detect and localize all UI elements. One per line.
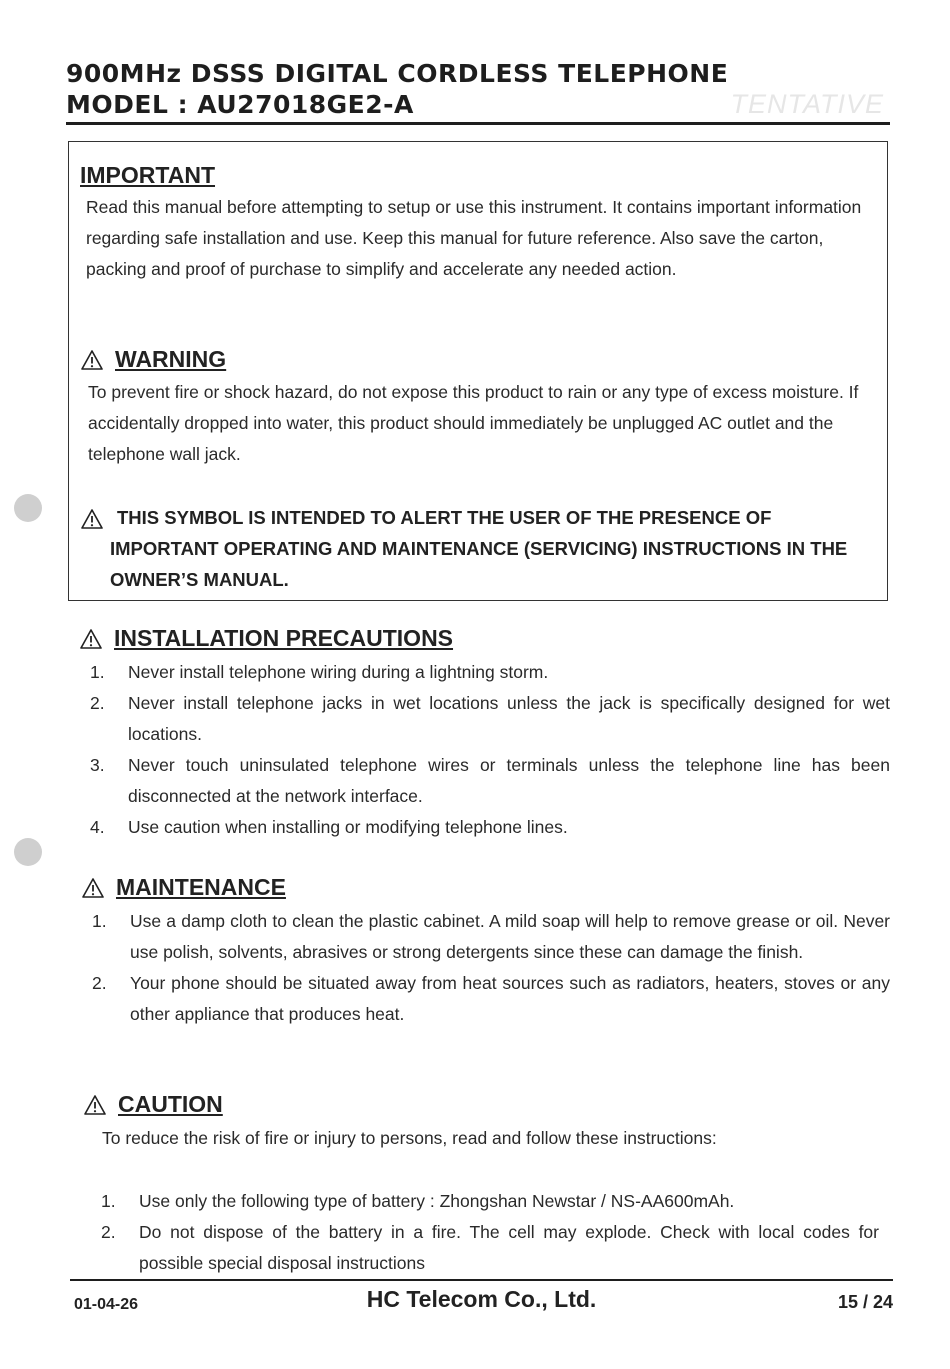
maintenance-list (92, 906, 890, 1030)
warning-text: To prevent fire or shock hazard, do not expose this product to rain or any type of excess moisture. If accidentally dropped into water, this product should immediately be unplugged AC outlet and the telephone wall jack. (88, 382, 859, 464)
binder-hole (14, 494, 42, 522)
model-number: MODEL : AU27018GE2-A (66, 90, 414, 119)
important-title: IMPORTANT (80, 162, 216, 188)
item-number: 2. (90, 693, 105, 713)
list-item (90, 657, 890, 688)
caution-list (101, 1186, 879, 1279)
footer-divider (70, 1279, 893, 1281)
caution-heading (84, 1091, 223, 1118)
item-text: Never install telephone jacks in wet locations unless the jack is specifically designed for wet locations. (128, 693, 890, 744)
item-text: Use caution when installing or modifying telephone lines. (128, 817, 568, 837)
warning-triangle-icon (84, 1095, 106, 1115)
model-line (66, 89, 890, 120)
maintenance-heading (82, 874, 286, 901)
caution-intro: To reduce the risk of fire or injury to persons, read and follow these instructions: (102, 1128, 717, 1148)
company-name: HC Telecom Co., Ltd. (366, 1286, 597, 1312)
warning-triangle-icon (81, 509, 103, 529)
symbol-notice-text: THIS SYMBOL IS INTENDED TO ALERT THE USER OF THE PRESENCE OF IMPORTANT OPERATING AND MAINTENANCE (SERVICING) INSTRUCTIONS IN THE OWNER’S MANUAL. (110, 507, 848, 590)
item-number: 1. (101, 1191, 116, 1211)
warning-heading (81, 346, 226, 373)
document-header (66, 58, 890, 120)
installation-title: INSTALLATION PRECAUTIONS (114, 625, 454, 651)
caution-title: CAUTION (118, 1091, 223, 1117)
list-item (101, 1217, 879, 1279)
item-text: Never touch uninsulated telephone wires or terminals unless the telephone line has been disconnected at the network interface. (128, 755, 890, 806)
item-number: 3. (90, 755, 105, 775)
item-text: Your phone should be situated away from heat sources such as radiators, heaters, stoves or any other appliance that produces heat. (130, 973, 890, 1024)
item-text: Never install telephone wiring during a lightning storm. (128, 662, 549, 682)
warning-triangle-icon (82, 878, 104, 898)
item-text: Use only the following type of battery : Zhongshan Newstar / NS-AA600mAh. (139, 1191, 735, 1211)
header-divider (66, 122, 890, 125)
page-footer (70, 1286, 893, 1318)
item-number: 1. (90, 662, 105, 682)
item-number: 2. (92, 973, 107, 993)
page-number: 15 / 24 (837, 1292, 893, 1312)
installation-list (90, 657, 890, 843)
item-number: 2. (101, 1222, 116, 1242)
important-box (68, 141, 888, 601)
document-date: 01-04-26 (74, 1296, 139, 1313)
installation-heading (80, 625, 453, 652)
binder-hole (14, 838, 42, 866)
warning-triangle-icon (81, 350, 103, 370)
item-text: Do not dispose of the battery in a fire. The cell may explode. Check with local codes for possible special disposal instructions (139, 1222, 879, 1273)
important-text: Read this manual before attempting to setup or use this instrument. It contains important information regarding safe installation and use. Keep this manual for future reference. Also save the carton, packing and proof of purchase to simplify and accelerate any needed action. (86, 197, 862, 279)
warning-title: WARNING (115, 346, 227, 372)
important-heading (80, 162, 215, 189)
document-title: 900MHz DSSS DIGITAL CORDLESS TELEPHONE (66, 59, 729, 88)
list-item (92, 968, 890, 1030)
maintenance-title: MAINTENANCE (116, 874, 286, 900)
item-number: 1. (92, 911, 107, 931)
list-item (101, 1186, 879, 1217)
item-number: 4. (90, 817, 105, 837)
tentative-stamp: TENTATIVE (730, 89, 884, 119)
list-item (90, 812, 890, 843)
list-item (92, 906, 890, 968)
list-item (90, 750, 890, 812)
item-text: Use a damp cloth to clean the plastic cabinet. A mild soap will help to remove grease or oil. Never use polish, solvents, abrasives or strong detergents since these can damage the finish. (130, 911, 890, 962)
list-item (90, 688, 890, 750)
warning-triangle-icon (80, 629, 102, 649)
